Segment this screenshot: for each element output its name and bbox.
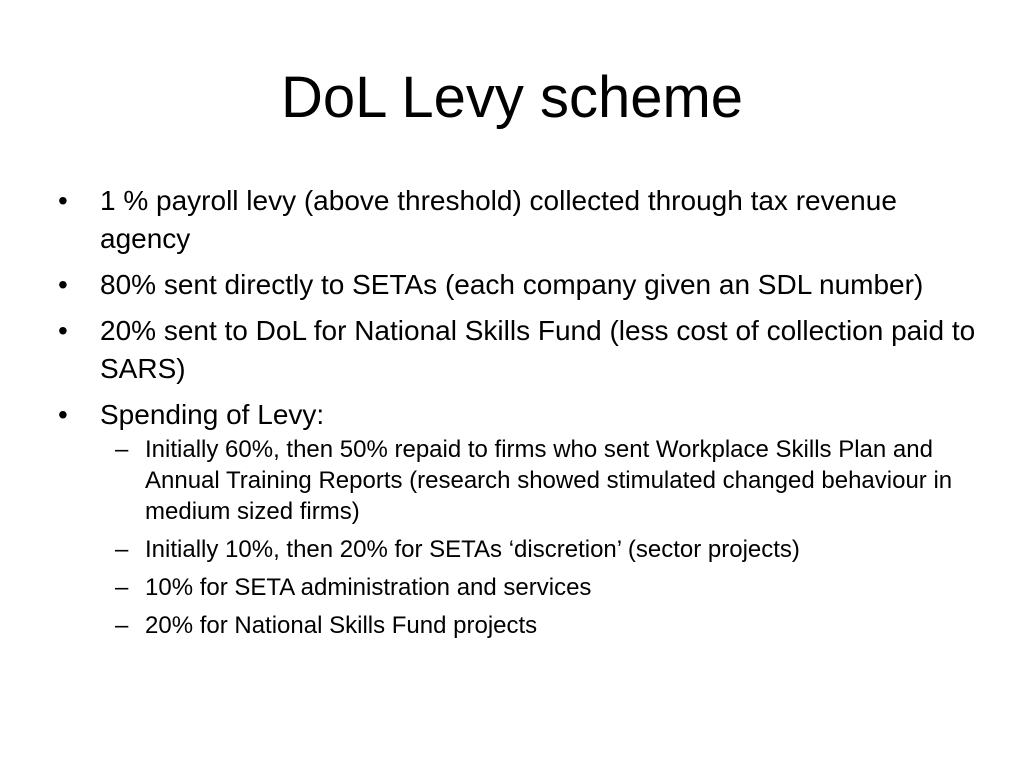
- bullet-text: 80% sent directly to SETAs (each company given an SDL number): [100, 269, 924, 300]
- sub-bullet-text: Initially 60%, then 50% repaid to firms who sent Workplace Skills Plan and Annual Training Reports (research showed stimulated changed behaviour in medium sized firms): [145, 436, 953, 525]
- bullet-item: [58, 182, 978, 258]
- sub-bullet-marker: –: [115, 436, 129, 463]
- bullet-list: [58, 182, 978, 649]
- sub-bullet-item: [58, 572, 978, 603]
- bullet-marker: •: [58, 315, 68, 346]
- bullet-marker: •: [58, 185, 68, 216]
- sub-bullet-marker: –: [115, 574, 129, 601]
- sub-bullet-list: [100, 434, 978, 641]
- bullet-item: [58, 266, 978, 304]
- slide-title: DoL Levy scheme: [280, 65, 744, 130]
- sub-bullet-marker: –: [115, 612, 129, 639]
- bullet-text: 20% sent to DoL for National Skills Fund (less cost of collection paid to SARS): [100, 315, 976, 384]
- bullet-text: 1 % payroll levy (above threshold) collected through tax revenue agency: [100, 185, 897, 254]
- sub-bullet-item: [58, 610, 978, 641]
- sub-bullet-text: Initially 10%, then 20% for SETAs ‘discretion’ (sector projects): [145, 536, 800, 563]
- sub-bullet-text: 10% for SETA administration and services: [145, 574, 592, 601]
- sub-bullet-item: [58, 534, 978, 565]
- bullet-marker: •: [58, 399, 68, 430]
- sub-bullet-item: [58, 434, 978, 527]
- bullet-item: [58, 396, 978, 641]
- sub-bullet-text: 20% for National Skills Fund projects: [145, 612, 538, 639]
- sub-bullet-marker: –: [115, 536, 129, 563]
- bullet-marker: •: [58, 269, 68, 300]
- bullet-text: Spending of Levy:: [100, 399, 325, 430]
- bullet-item: [58, 312, 978, 388]
